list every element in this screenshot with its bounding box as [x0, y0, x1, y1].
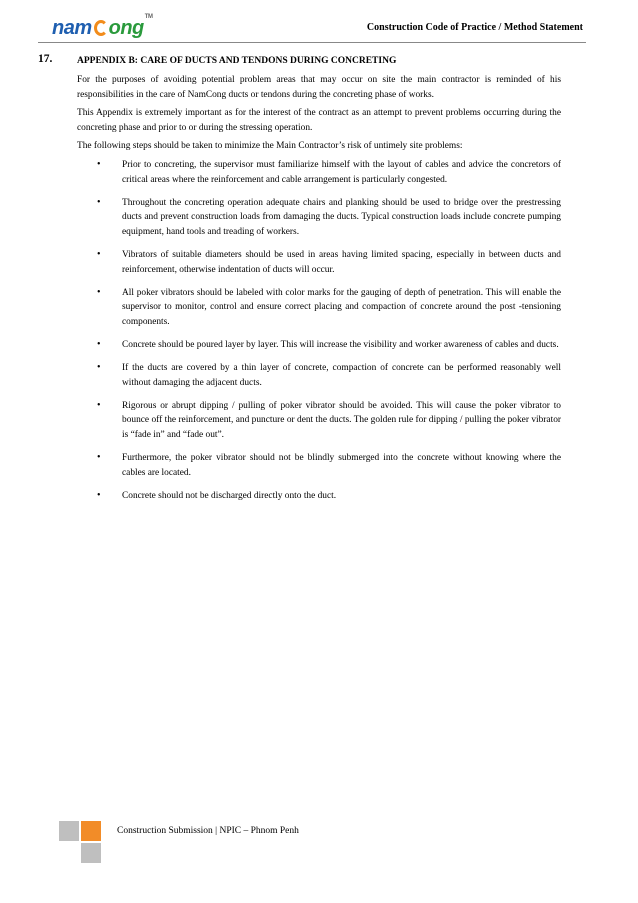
page-header: [0, 0, 638, 46]
list-item-text: Concrete should not be discharged directly onto the duct.: [122, 490, 337, 501]
list-item-text: Vibrators of suitable diameters should be used in areas having limited spacing, especially in between ducts and reinforcement, otherwise indentation of ducts will occur.: [122, 249, 561, 275]
steps-intro-paragraph: The following steps should be taken to minimize the Main Contractor’s risk of untimely site problems:: [77, 141, 463, 152]
footer-gray-block: [59, 821, 79, 841]
list-item: [77, 451, 561, 480]
bullet-icon: •: [97, 399, 101, 411]
list-item: [77, 489, 561, 504]
header-divider: [38, 42, 586, 43]
list-item-text: Concrete should be poured layer by layer. This will increase the visibility and worker awareness of cables and ducts.: [122, 339, 559, 350]
bullet-icon: •: [97, 338, 101, 350]
list-item: [77, 361, 561, 390]
footer-orange-block: [81, 821, 101, 841]
steps-list: [77, 158, 561, 503]
bullet-icon: •: [97, 196, 101, 208]
bullet-icon: •: [97, 451, 101, 463]
section-title: APPENDIX B: CARE OF DUCTS AND TENDONS DURING CONCRETING: [77, 56, 397, 66]
list-item: [77, 286, 561, 330]
document-title: Construction Code of Practice / Method Statement: [366, 22, 583, 33]
bullet-icon: •: [97, 158, 101, 170]
list-item: [77, 248, 561, 277]
list-item-text: If the ducts are covered by a thin layer of concrete, compaction of concrete can be performed reasonably well without damaging the adjacent ducts.: [122, 363, 561, 388]
list-item: [77, 196, 561, 240]
bullet-icon: •: [97, 362, 101, 373]
bullet-icon: •: [97, 286, 101, 298]
list-item-text: Prior to concreting, the supervisor must familiarize himself with the layout of cables and advice the concretors of critical areas where the reinforcement and cable arrangement is particularly congested.: [122, 159, 561, 185]
list-item-text: All poker vibrators should be labeled with color marks for the gauging of depth of penetration. This will enable the supervisor to monitor, control and ensure correct placing and compaction of concrete around the post -tensioning components.: [122, 287, 561, 327]
list-item-text: Rigorous or abrupt dipping / pulling of poker vibrator should be avoided. This will cause the poker vibrator to bounce off the reinforcement, and puncture or dent the ducts. The golden rule for dipping / pulling the poker vibrator is “fade in” and “fade out”.: [122, 400, 561, 440]
intro-paragraph: For the purposes of avoiding potential problem areas that may occur on site the main contractor is reminded of his responsibilities in the care of NamCong ducts or tendons during the concreting phase of works.: [77, 75, 561, 100]
list-item: [77, 338, 561, 353]
list-item: [77, 399, 561, 443]
footer-text: Construction Submission | NPIC – Phnom Penh: [117, 826, 299, 836]
logo-trademark: TM: [144, 14, 153, 20]
bullet-icon: •: [97, 489, 101, 501]
logo-c-icon: [94, 20, 108, 36]
list-item: [77, 158, 561, 187]
namcong-logo: [52, 14, 152, 42]
list-item-text: Throughout the concreting operation adequate chairs and planking should be used to bridge over the prestressing ducts and prevent construction loads from damaging the ducts. Typical construction loads include concrete pumping equipment, hand tools and treading of workers.: [122, 197, 561, 237]
list-item-text: Furthermore, the poker vibrator should not be blindly submerged into the concrete without knowing where the cables are located.: [122, 452, 561, 478]
logo-text-nam: nam: [52, 16, 92, 39]
section-number: 17.: [38, 53, 53, 65]
importance-paragraph: This Appendix is extremely important as for the interest of the contract as an attempt to prevent problems occurring during the concreting phase and prior to or during the stressing operation.: [77, 108, 561, 133]
footer-gray-block: [81, 843, 101, 863]
logo-text-ong: ong: [108, 16, 144, 39]
bullet-icon: •: [97, 248, 101, 260]
section-content: [77, 73, 561, 512]
